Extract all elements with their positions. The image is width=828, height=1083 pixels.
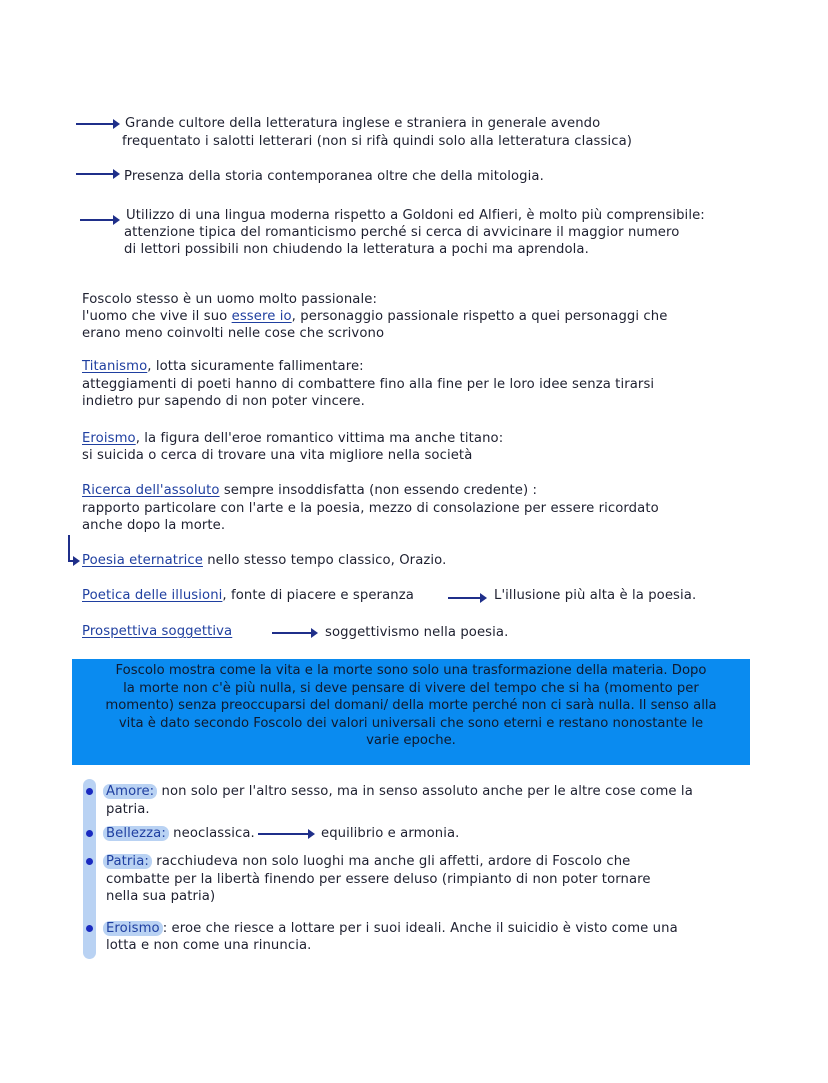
- prospettiva-target: soggettivismo nella poesia.: [325, 625, 509, 640]
- prospettiva-line: [82, 623, 232, 641]
- box-line5: varie epoche.: [366, 733, 456, 748]
- titanismo-line1: [82, 358, 364, 376]
- arrow-icon: [258, 833, 313, 835]
- bullet-icon: [86, 788, 93, 795]
- poesia-eternatrice-line: [82, 552, 446, 570]
- box-line3: momento) senza preoccuparsi del domani/ della morte perché non ci sarà nulla. Il senso alla: [105, 698, 717, 713]
- bullet-icon: [86, 830, 93, 837]
- point-3-line1: Utilizzo di una lingua moderna rispetto a Goldoni ed Alfieri, è molto più comprensibile:: [126, 208, 705, 223]
- arrow-icon: [76, 123, 118, 125]
- foscolo-line2-a: l'uomo che vive il suo: [82, 309, 232, 324]
- box-line2: la morte non c'è più nulla, si deve pensare di vivere del tempo che si ha (momento per: [123, 680, 699, 696]
- poetica-illusioni-line: [82, 587, 414, 605]
- value-amore-term: Amore:: [103, 784, 157, 799]
- poetica-illusioni-term: Poetica delle illusioni: [82, 588, 223, 603]
- point-1-line2: frequentato i salotti letterari (non si rifà quindi solo alla letteratura classica): [122, 134, 633, 149]
- elbow-arrow-icon: [68, 560, 78, 562]
- point-2-line1: Presenza della storia contemporanea oltre che della mitologia.: [124, 169, 544, 184]
- list-highlight-bar: [83, 779, 96, 959]
- value-amore-line1: [103, 783, 693, 801]
- eroismo-rest: , la figura dell'eroe romantico vittima ma anche titano:: [135, 431, 504, 446]
- value-eroismo-line2: lotta e non come una rinuncia.: [106, 938, 312, 953]
- foscolo-line3: erano meno coinvolti nelle cose che scrivono: [82, 326, 385, 341]
- poetica-illusioni-rest: , fonte di piacere e speranza: [222, 588, 414, 603]
- ricerca-line1: [82, 482, 537, 500]
- arrow-icon: [80, 219, 118, 221]
- ricerca-term: Ricerca dell'assoluto: [82, 483, 220, 498]
- value-patria-text: racchiudeva non solo luoghi ma anche gli affetti, ardore di Foscolo che: [151, 854, 631, 869]
- eroismo-term: Eroismo: [82, 431, 136, 446]
- essere-io-link: essere io: [231, 309, 292, 324]
- value-patria-term: Patria:: [103, 854, 152, 869]
- point-3-line3: di lettori possibili non chiudendo la letteratura a pochi ma aprendola.: [124, 242, 589, 257]
- value-amore-text: non solo per l'altro sesso, ma in senso assoluto anche per le altre cose come la: [157, 784, 693, 799]
- titanismo-line3: indietro pur sapendo di non poter vincere.: [82, 394, 365, 409]
- eroismo-line2: si suicida o cerca di trovare una vita migliore nella società: [82, 448, 473, 463]
- poetica-illusioni-target: L'illusione più alta è la poesia.: [494, 588, 697, 603]
- arrow-icon: [272, 632, 316, 634]
- value-patria-line3: nella sua patria): [106, 889, 216, 904]
- poesia-eternatrice-rest: nello stesso tempo classico, Orazio.: [202, 553, 447, 568]
- point-3-line2: attenzione tipica del romanticismo perché si cerca di avvicinare il maggior numero: [124, 225, 680, 240]
- value-amore-line2: patria.: [106, 802, 150, 817]
- elbow-connector-icon: [68, 535, 70, 561]
- ricerca-line3: anche dopo la morte.: [82, 518, 226, 533]
- eroismo-line1: [82, 430, 503, 448]
- titanismo-term: Titanismo: [82, 359, 148, 374]
- ricerca-line2: rapporto particolare con l'arte e la poesia, mezzo di consolazione per essere ricordato: [82, 501, 659, 516]
- foscolo-line2: [82, 308, 667, 326]
- ricerca-rest: sempre insoddisfatta (non essendo credente) :: [219, 483, 538, 498]
- bullet-icon: [86, 925, 93, 932]
- poesia-eternatrice-term: Poesia eternatrice: [82, 553, 203, 568]
- value-eroismo-text: : eroe che riesce a lottare per i suoi ideali. Anche il suicidio è visto come una: [162, 921, 678, 936]
- value-bellezza-term: Bellezza:: [103, 826, 169, 841]
- summary-box: [72, 659, 750, 765]
- value-bellezza-target: equilibrio e armonia.: [321, 826, 460, 841]
- arrow-icon: [448, 597, 485, 599]
- box-line4: vita è dato secondo Foscolo dei valori universali che sono eterni e restano nonostante le: [118, 715, 704, 731]
- foscolo-line1: Foscolo stesso è un uomo molto passionale:: [82, 292, 377, 307]
- value-bellezza-line1: [103, 825, 255, 843]
- value-eroismo-term: Eroismo: [103, 921, 163, 936]
- box-line1: Foscolo mostra come la vita e la morte sono solo una trasformazione della materia. Dopo: [115, 663, 707, 678]
- value-patria-line2: combatte per la libertà finendo per essere deluso (rimpianto di non poter tornare: [106, 872, 651, 887]
- value-eroismo-line1: [103, 920, 678, 938]
- bullet-icon: [86, 858, 93, 865]
- point-1-line1: Grande cultore della letteratura inglese e straniera in generale avendo: [125, 116, 601, 131]
- value-bellezza-text: neoclassica.: [168, 826, 255, 841]
- prospettiva-term: Prospettiva soggettiva: [82, 624, 233, 639]
- arrow-icon: [76, 173, 118, 175]
- titanismo-rest: , lotta sicuramente fallimentare:: [147, 359, 364, 374]
- titanismo-line2: atteggiamenti di poeti hanno di combattere fino alla fine per le loro idee senza tirarsi: [82, 377, 655, 392]
- value-patria-line1: [103, 853, 630, 871]
- foscolo-line2-b: , personaggio passionale rispetto a quei personaggi che: [291, 309, 668, 324]
